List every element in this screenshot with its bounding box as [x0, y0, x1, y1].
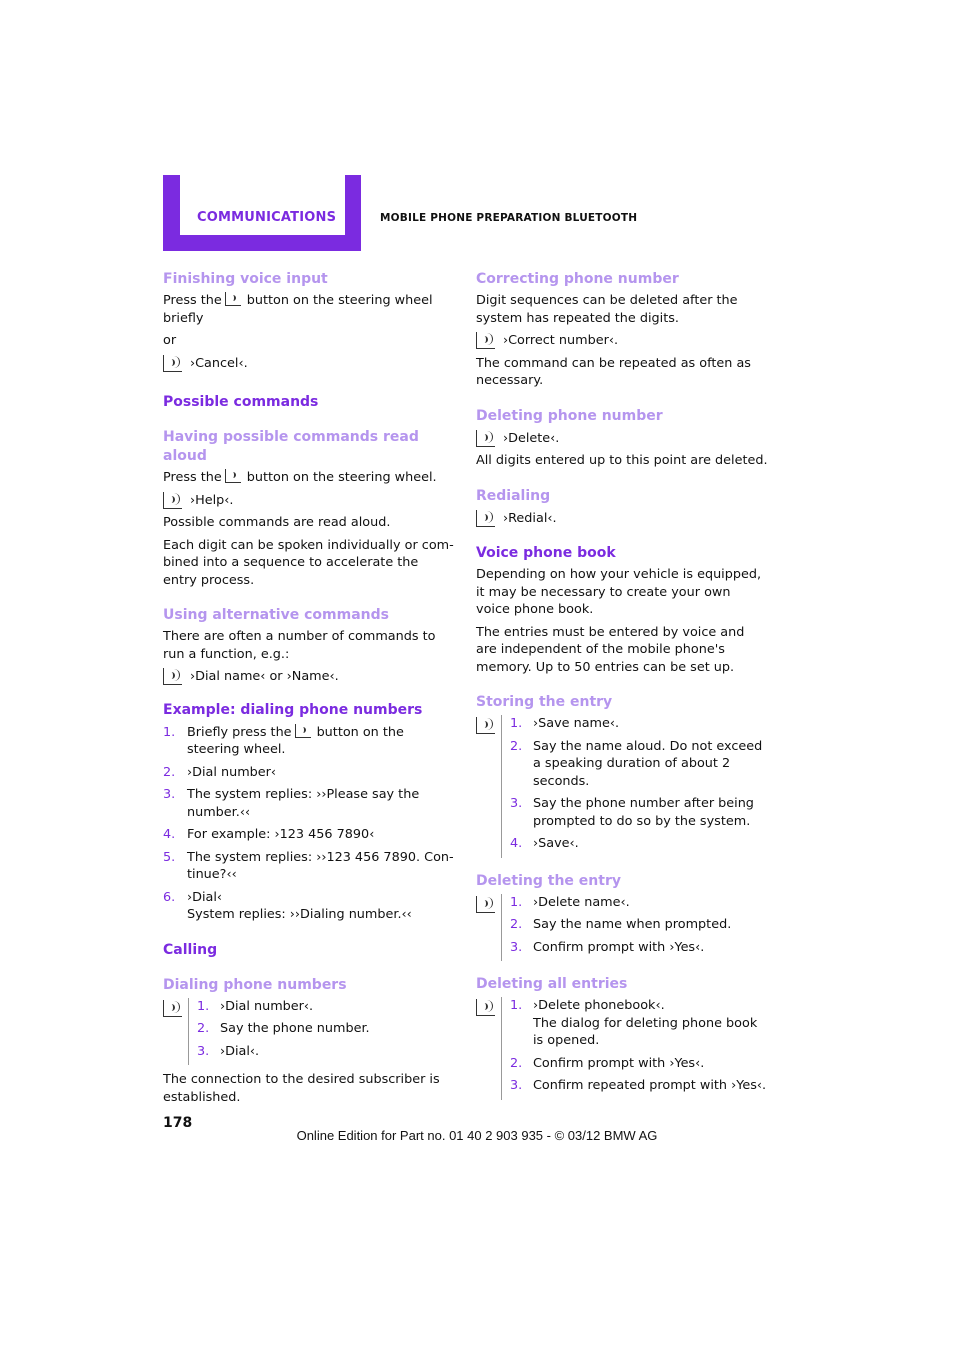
- heading-deleting-the-entry: Deleting the entry: [476, 872, 621, 889]
- step-text: Say the name aloud. Do not exceed a speaking duration of about 2 seconds.: [533, 738, 763, 789]
- paragraph: [163, 292, 455, 327]
- dialing-steps: [163, 998, 455, 1066]
- list-item: [510, 939, 768, 957]
- list-item: [163, 786, 455, 821]
- voice-command: [476, 510, 768, 528]
- step-number: 1.: [510, 894, 523, 910]
- list-item: [510, 916, 768, 934]
- heading-correcting-phone-number: Correcting phone number: [476, 271, 679, 287]
- list-item: [163, 764, 455, 782]
- voice-command-icon: [476, 430, 495, 447]
- heading-deleting-all-entries: Deleting all entries: [476, 976, 628, 992]
- step-number: 3.: [510, 939, 523, 955]
- step-number: 2.: [510, 738, 523, 754]
- voice-command-icon: [163, 492, 182, 509]
- list-item: [510, 1077, 768, 1095]
- list-item: [197, 1043, 455, 1061]
- heading-calling: Calling: [163, 941, 218, 958]
- text: Press the: [163, 293, 222, 308]
- text: button on the steering wheel.: [187, 724, 404, 757]
- step-number: 4.: [163, 827, 176, 842]
- heading-read-aloud: Having possible commands read aloud: [163, 429, 419, 464]
- step-number: 2.: [197, 1021, 210, 1036]
- paragraph: All digits entered up to this point are deleted.: [476, 453, 768, 468]
- voice-command-icon: [163, 355, 182, 372]
- voice-command: [476, 430, 768, 448]
- list-item: [510, 835, 768, 853]
- step-number: 1.: [197, 998, 210, 1014]
- step-text: The system replies: ››Please say the number.‹‹: [187, 787, 420, 820]
- paragraph: Depending on how your vehicle is equipped, it may be necessary to create your own voice phone book.: [476, 567, 762, 617]
- step-text: ›Dial number‹: [187, 764, 277, 780]
- heading-storing-the-entry: Storing the entry: [476, 694, 613, 710]
- voice-command-icon: [476, 896, 495, 913]
- step-text: ›Dial‹.: [220, 1043, 260, 1059]
- step-number: 3.: [510, 796, 523, 811]
- left-column: [163, 270, 455, 1111]
- step-text: Confirm prompt with ›Yes‹.: [533, 939, 705, 955]
- list-item: [510, 795, 768, 830]
- text: ›Dial‹: [187, 889, 223, 905]
- command-text: ›Delete‹.: [503, 430, 560, 446]
- text: button on the steering wheel.: [246, 470, 437, 485]
- step-list: [501, 894, 768, 962]
- step-text: ›Save name‹.: [533, 716, 620, 731]
- list-item: [510, 715, 768, 733]
- step-text: [533, 997, 768, 1050]
- paragraph: The connection to the desired subscriber is established.: [163, 1072, 440, 1105]
- step-text: [187, 889, 455, 924]
- heading-redialing: Redialing: [476, 487, 551, 504]
- step-text: [187, 724, 455, 759]
- command-text: ›Help‹.: [190, 492, 234, 508]
- right-column: [476, 270, 768, 1106]
- paragraph: Digit sequences can be deleted after the system has repeated the digits.: [476, 293, 738, 326]
- list-item: [510, 997, 768, 1050]
- paragraph: Each digit can be spoken individually or combined into a sequence to accelerate the entry process.: [163, 537, 454, 588]
- step-number: 4.: [510, 836, 523, 851]
- list-item: [197, 1020, 455, 1038]
- step-text: The system replies: ››123 456 7890. Continue?‹‹: [187, 849, 454, 882]
- step-text: Say the name when prompted.: [533, 917, 732, 932]
- voice-command: [163, 492, 455, 510]
- section-tab-inner: [180, 175, 345, 235]
- paragraph: [163, 469, 455, 487]
- text: Briefly press the: [187, 724, 292, 740]
- text: ›Delete phonebook‹.: [533, 998, 665, 1013]
- storing-steps: [476, 715, 768, 858]
- list-item: [197, 998, 455, 1016]
- text: System replies: ››Dialing number.‹‹: [187, 907, 412, 922]
- voice-command-icon: [476, 999, 495, 1016]
- step-number: 2.: [510, 917, 523, 932]
- heading-dialing-phone-numbers: Dialing phone numbers: [163, 976, 347, 993]
- heading-alternative-commands: Using alternative commands: [163, 607, 389, 623]
- voice-command: [163, 355, 455, 373]
- step-text: Confirm prompt with ›Yes‹.: [533, 1055, 705, 1071]
- voice-command-icon: [163, 668, 182, 685]
- heading-finishing-voice-input: Finishing voice input: [163, 271, 328, 287]
- command-text: ›Dial name‹ or ›Name‹.: [190, 669, 339, 684]
- step-list: [188, 998, 455, 1066]
- step-number: 6.: [163, 889, 176, 905]
- voice-command-icon: [476, 332, 495, 349]
- step-number: 1.: [510, 716, 523, 731]
- step-number: 1.: [510, 998, 523, 1013]
- list-item: [163, 889, 455, 924]
- step-number: 3.: [197, 1043, 210, 1059]
- text: The dialog for deleting phone book is opened.: [533, 1015, 758, 1048]
- step-text: Say the phone number.: [220, 1021, 370, 1036]
- voice-command: [476, 332, 768, 350]
- step-number: 2.: [163, 764, 176, 780]
- step-number: 3.: [163, 787, 176, 802]
- step-text: For example: ›123 456 7890‹: [187, 827, 375, 842]
- voice-command-icon: [163, 1000, 182, 1017]
- list-item: [510, 1055, 768, 1073]
- deleting-entry-steps: [476, 894, 768, 962]
- command-text: ›Cancel‹.: [190, 355, 248, 371]
- step-number: 3.: [510, 1078, 523, 1093]
- voice-command: [163, 668, 455, 686]
- paragraph: or: [163, 333, 177, 348]
- heading-deleting-phone-number: Deleting phone number: [476, 407, 663, 424]
- paragraph: Possible commands are read aloud.: [163, 515, 391, 530]
- step-text: ›Save‹.: [533, 836, 579, 851]
- step-text: Say the phone number after being prompted to do so by the system.: [533, 796, 754, 829]
- text: button on the steering wheel briefly: [163, 293, 433, 326]
- step-text: ›Delete name‹.: [533, 894, 630, 910]
- section-tab-label: COMMUNICATIONS: [197, 210, 337, 225]
- voice-button-icon: [225, 469, 241, 483]
- list-item: [163, 826, 455, 844]
- list-item: [510, 738, 768, 791]
- command-text: ›Redial‹.: [503, 510, 557, 526]
- voice-command-icon: [476, 510, 495, 527]
- voice-button-icon: [295, 724, 311, 738]
- step-list: [501, 715, 768, 858]
- example-steps: [163, 724, 455, 924]
- text: Press the: [163, 470, 222, 485]
- chapter-title: MOBILE PHONE PREPARATION BLUETOOTH: [380, 212, 638, 224]
- command-text: ›Correct number‹.: [503, 333, 619, 348]
- step-number: 2.: [510, 1055, 523, 1071]
- edition-footer: Online Edition for Part no. 01 40 2 903 935 - © 03/12 BMW AG: [296, 1128, 658, 1143]
- list-item: [510, 894, 768, 912]
- heading-example-dialing: Example: dialing phone numbers: [163, 701, 423, 718]
- paragraph: The entries must be entered by voice and are independent of the mobile phone's memory. Up to 50 entries can be set up.: [476, 624, 745, 675]
- step-list: [501, 997, 768, 1100]
- voice-command-icon: [476, 717, 495, 734]
- voice-button-icon: [225, 292, 241, 306]
- heading-voice-phone-book: Voice phone book: [476, 545, 616, 561]
- step-text: Confirm repeated prompt with ›Yes‹.: [533, 1078, 767, 1093]
- deleting-all-steps: [476, 997, 768, 1100]
- paragraph: There are often a number of commands to run a function, e.g.:: [163, 629, 436, 662]
- step-text: ›Dial number‹.: [220, 998, 314, 1014]
- list-item: [163, 849, 455, 884]
- step-number: 5.: [163, 849, 176, 865]
- step-number: 1.: [163, 724, 176, 740]
- heading-possible-commands: Possible commands: [163, 394, 319, 410]
- list-item: [163, 724, 455, 759]
- page-number: 178: [163, 1115, 193, 1131]
- paragraph: The command can be repeated as often as necessary.: [476, 355, 751, 388]
